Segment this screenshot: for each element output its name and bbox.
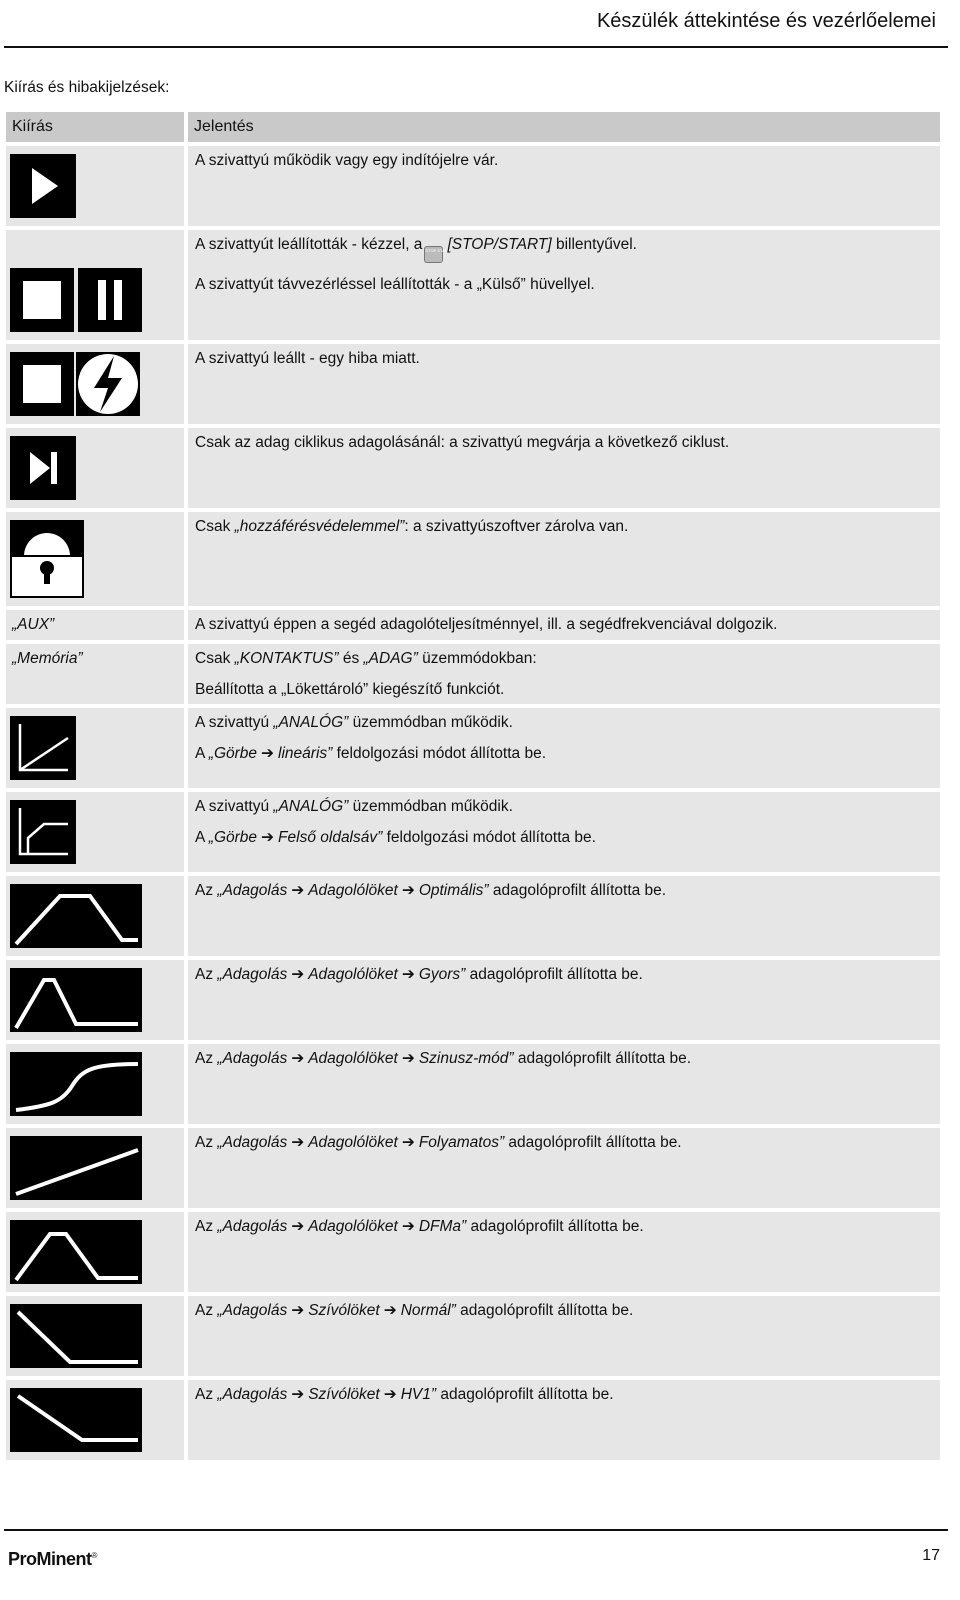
stop-pause-icon — [10, 268, 142, 332]
arrow-icon: ➔ — [291, 882, 305, 899]
table-row-fast-display — [6, 960, 184, 1040]
meaning-text-emphasis: „Adagolás — [217, 1218, 288, 1235]
meaning-text-emphasis: „ANALÓG” — [273, 798, 349, 815]
profile-sine-icon — [10, 1052, 142, 1116]
table-row-suction-normal-display — [6, 1296, 184, 1376]
meaning-text-part: adagolóprofilt állította be. — [466, 1218, 644, 1235]
meaning-text-part: adagolóprofilt állította be. — [465, 966, 643, 983]
profile-dfma-icon — [10, 1220, 142, 1284]
meaning-text-part: A szivattyú — [195, 714, 274, 731]
footer-divider — [4, 1529, 948, 1531]
meaning-text-emphasis: „Görbe — [208, 829, 258, 846]
brand-name: ProMinent — [8, 1549, 92, 1569]
meaning-text-part: adagolóprofilt állította be. — [513, 1050, 692, 1067]
meaning-text — [195, 518, 933, 536]
meaning-text: A szivattyú működik vagy egy indítójelre vár. — [195, 152, 499, 169]
profile-fast-icon — [10, 968, 142, 1032]
arrow-icon: ➔ — [261, 829, 275, 846]
meaning-text: A szivattyú éppen a segéd adagolóteljesítménnyel, ill. a segédfrekvenciával dolgozik. — [195, 616, 778, 633]
meaning-text-emphasis: Folyamatos” — [418, 1134, 505, 1151]
meaning-text-emphasis: Felső oldalsáv” — [278, 829, 383, 846]
arrow-icon: ➔ — [401, 1218, 415, 1235]
meaning-text-emphasis: Szinusz-mód” — [418, 1050, 514, 1067]
meaning-text-part: billentyűvel. — [555, 236, 637, 253]
meaning-text — [195, 1386, 933, 1404]
table-row-analog-linear-meaning — [188, 708, 940, 788]
arrow-icon: ➔ — [401, 882, 415, 899]
meaning-text-part: adagolóprofilt állította be. — [504, 1134, 682, 1151]
page-header-title: Készülék áttekintése és vezérlőelemei — [596, 10, 936, 32]
meaning-text-emphasis: Adagolólöket — [308, 882, 398, 899]
table-row-memory-meaning — [188, 644, 940, 704]
column-header-meaning: Jelentés — [188, 112, 940, 142]
arrow-icon: ➔ — [291, 1302, 305, 1319]
meaning-text-emphasis: „Görbe — [208, 745, 258, 762]
table-row-analog-band-display — [6, 792, 184, 872]
table-row-error-meaning — [188, 344, 940, 424]
arrow-icon: ➔ — [291, 1386, 305, 1403]
meaning-text-part: Az — [195, 966, 218, 983]
meaning-text-emphasis: HV1” — [400, 1386, 437, 1403]
table-row-analog-band-meaning — [188, 792, 940, 872]
section-title: Kiírás és hibakijelzések: — [4, 79, 170, 96]
meaning-text-emphasis: DFMa” — [418, 1218, 467, 1235]
meaning-text-part: Az — [195, 1134, 218, 1151]
table-row-sine-meaning — [188, 1044, 940, 1124]
meaning-text-emphasis: „Adagolás — [217, 966, 288, 983]
meaning-text-part: feldolgozási módot állította be. — [332, 745, 546, 762]
meaning-text — [195, 966, 933, 984]
page-number: 17 — [922, 1547, 940, 1564]
display-table — [6, 112, 940, 1460]
meaning-text-emphasis: Optimális” — [418, 882, 489, 899]
table-row-lock-meaning — [188, 512, 940, 606]
table-row-error-display — [6, 344, 184, 424]
meaning-text-part: üzemmódban működik. — [348, 798, 513, 815]
meaning-text — [195, 829, 933, 847]
meaning-text: A szivattyú leállt - egy hiba miatt. — [195, 350, 420, 367]
meaning-text-emphasis: „Adagolás — [217, 1134, 288, 1151]
meaning-text-emphasis: „Adagolás — [217, 1386, 288, 1403]
table-row-play-meaning — [188, 146, 940, 226]
meaning-text-part: adagolóprofilt állította be. — [436, 1386, 614, 1403]
meaning-text-part: : a szivattyúszoftver zárolva van. — [404, 518, 629, 535]
arrow-icon: ➔ — [261, 745, 275, 762]
lock-icon — [10, 520, 84, 598]
meaning-text: Beállította a „Lökettároló” kiegészítő funkciót. — [195, 681, 505, 698]
table-row-fast-meaning — [188, 960, 940, 1040]
header-divider — [4, 46, 948, 48]
meaning-text-emphasis: „Adagolás — [217, 1302, 288, 1319]
meaning-text — [195, 714, 933, 732]
table-row-aux-display: „AUX” — [6, 610, 184, 640]
meaning-text-emphasis: „hozzáférésvédelemmel” — [234, 518, 405, 535]
analog-upper-band-icon — [10, 800, 76, 864]
meaning-text — [195, 798, 933, 816]
arrow-icon: ➔ — [401, 966, 415, 983]
meaning-text-emphasis: „ADAG” — [363, 650, 418, 667]
table-row-continuous-display — [6, 1128, 184, 1208]
meaning-text-part: adagolóprofilt állította be. — [455, 1302, 634, 1319]
table-row-aux-meaning — [188, 610, 940, 640]
meaning-text-part: feldolgozási módot állította be. — [382, 829, 596, 846]
meaning-text-part: üzemmódokban: — [417, 650, 537, 667]
meaning-text-emphasis: Szívólöket — [308, 1386, 380, 1403]
meaning-text — [195, 1302, 933, 1320]
meaning-text-emphasis: „Adagolás — [217, 882, 288, 899]
arrow-icon: ➔ — [291, 966, 305, 983]
profile-optimal-icon — [10, 884, 142, 948]
brand-logo — [8, 1549, 97, 1570]
meaning-text-part: A — [195, 829, 209, 846]
table-row-optimal-display — [6, 876, 184, 956]
table-row-stop-meaning — [188, 230, 940, 340]
stop-error-icon — [10, 352, 140, 416]
meaning-text — [195, 650, 933, 668]
meaning-text-emphasis: „Adagolás — [217, 1050, 288, 1067]
meaning-text-emphasis: „ANALÓG” — [273, 714, 349, 731]
table-row-sine-display — [6, 1044, 184, 1124]
meaning-text-part: Az — [195, 1302, 218, 1319]
meaning-text-part: Csak — [195, 518, 235, 535]
meaning-text — [195, 1134, 933, 1152]
table-row-lock-display — [6, 512, 184, 606]
table-row-analog-linear-display — [6, 708, 184, 788]
table-row-memory-display: „Memória” — [6, 644, 184, 704]
meaning-text — [195, 882, 933, 900]
table-row-stop-display — [6, 230, 184, 340]
arrow-icon: ➔ — [383, 1386, 397, 1403]
meaning-text-emphasis: Adagolólöket — [308, 1050, 398, 1067]
meaning-text-part: Az — [195, 1386, 218, 1403]
meaning-text — [195, 745, 933, 763]
meaning-text: A szivattyút távvezérléssel leállították - a „Külső” hüvellyel. — [195, 276, 595, 293]
table-row-dfma-display — [6, 1212, 184, 1292]
meaning-text-part: A szivattyút leállították - kézzel, a — [195, 236, 423, 253]
arrow-icon: ➔ — [401, 1134, 415, 1151]
arrow-icon: ➔ — [291, 1218, 305, 1235]
table-row-cycle-meaning — [188, 428, 940, 508]
meaning-text-emphasis: „KONTAKTUS” — [234, 650, 339, 667]
meaning-text-part: Az — [195, 882, 218, 899]
profile-continuous-icon — [10, 1136, 142, 1200]
table-row-suction-hv1-meaning — [188, 1380, 940, 1460]
suction-normal-icon — [10, 1304, 142, 1368]
arrow-icon: ➔ — [291, 1134, 305, 1151]
meaning-text: Csak az adag ciklikus adagolásánál: a szivattyú megvárja a következő ciklust. — [195, 434, 730, 451]
meaning-text — [195, 1218, 933, 1236]
table-row-cycle-display — [6, 428, 184, 508]
meaning-text-part: Az — [195, 1050, 218, 1067]
arrow-icon: ➔ — [383, 1302, 397, 1319]
meaning-text-emphasis: lineáris” — [278, 745, 333, 762]
stop-start-key-icon: STOP START — [424, 246, 443, 263]
wait-cycle-icon — [10, 436, 76, 500]
stop-start-key-label: [STOP/START] — [447, 236, 552, 253]
table-row-suction-normal-meaning — [188, 1296, 940, 1376]
table-row-optimal-meaning — [188, 876, 940, 956]
meaning-text-part: Csak — [195, 650, 235, 667]
meaning-text-emphasis: Gyors” — [418, 966, 466, 983]
meaning-text-emphasis: Szívólöket — [308, 1302, 380, 1319]
registered-mark: ® — [91, 1551, 97, 1560]
meaning-text-emphasis: Adagolólöket — [308, 1134, 398, 1151]
table-row-continuous-meaning — [188, 1128, 940, 1208]
arrow-icon: ➔ — [401, 1050, 415, 1067]
meaning-text — [195, 236, 933, 263]
play-icon — [10, 154, 76, 218]
meaning-text-emphasis: Adagolólöket — [308, 1218, 398, 1235]
meaning-text-emphasis: Normál” — [400, 1302, 456, 1319]
meaning-text — [195, 1050, 933, 1068]
table-row-play-display — [6, 146, 184, 226]
meaning-text-part: és — [338, 650, 364, 667]
meaning-text-part: üzemmódban működik. — [348, 714, 513, 731]
suction-hv1-icon — [10, 1388, 142, 1452]
analog-linear-icon — [10, 716, 76, 780]
meaning-text-part: adagolóprofilt állította be. — [488, 882, 667, 899]
column-header-display: Kiírás — [6, 112, 184, 142]
meaning-text-part: A szivattyú — [195, 798, 274, 815]
table-row-dfma-meaning — [188, 1212, 940, 1292]
arrow-icon: ➔ — [291, 1050, 305, 1067]
meaning-text-part: A — [195, 745, 209, 762]
table-row-suction-hv1-display — [6, 1380, 184, 1460]
meaning-text-part: Az — [195, 1218, 218, 1235]
meaning-text-emphasis: Adagolólöket — [308, 966, 398, 983]
